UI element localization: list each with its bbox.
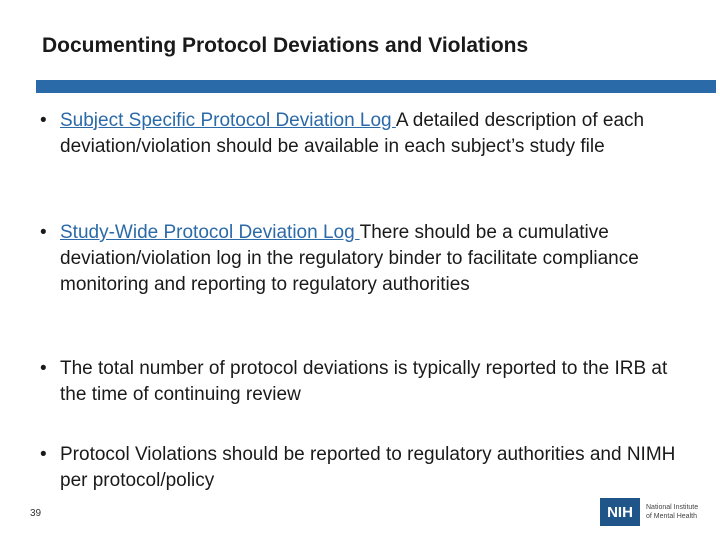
logo-text <box>646 503 716 521</box>
bullet-body: Protocol Violations should be reported to regulatory authorities and NIMH per protocol/policy <box>60 444 676 491</box>
bullet-item-subject-log <box>40 108 690 160</box>
bullet-text <box>60 108 690 160</box>
nimh-logo <box>600 497 716 527</box>
page-number: 39 <box>30 508 42 519</box>
bullet-marker: • <box>40 358 47 379</box>
logo-line-1: National Institute <box>646 504 699 511</box>
bullet-marker: • <box>40 444 47 465</box>
bullet-item-protocol-violations <box>40 442 690 494</box>
bullet-body: There should be a cumulative deviation/violation log in the regulatory binder to facilitate compliance monitoring and reporting to regulatory authorities <box>60 222 639 295</box>
bullet-text <box>60 442 690 494</box>
subject-log-link[interactable]: Subject Specific Protocol Deviation Log <box>60 110 396 131</box>
bullet-text <box>60 356 690 408</box>
bullet-text <box>60 220 690 298</box>
bullet-item-total-deviations <box>40 356 690 408</box>
bullet-marker: • <box>40 110 47 131</box>
logo-line-2: of Mental Health <box>646 513 697 520</box>
bullet-body: The total number of protocol deviations is typically reported to the IRB at the time of continuing review <box>60 358 668 405</box>
study-log-link[interactable]: Study-Wide Protocol Deviation Log <box>60 222 360 243</box>
slide-title: Documenting Protocol Deviations and Violations <box>42 34 529 57</box>
title-underline-bar <box>36 80 716 93</box>
bullet-marker: • <box>40 222 47 243</box>
bullet-item-study-log <box>40 220 690 298</box>
bullet-body: A detailed description of each deviation/violation should be available in each subject’s study file <box>60 110 645 157</box>
nih-logo-mark: NIH <box>600 498 640 526</box>
